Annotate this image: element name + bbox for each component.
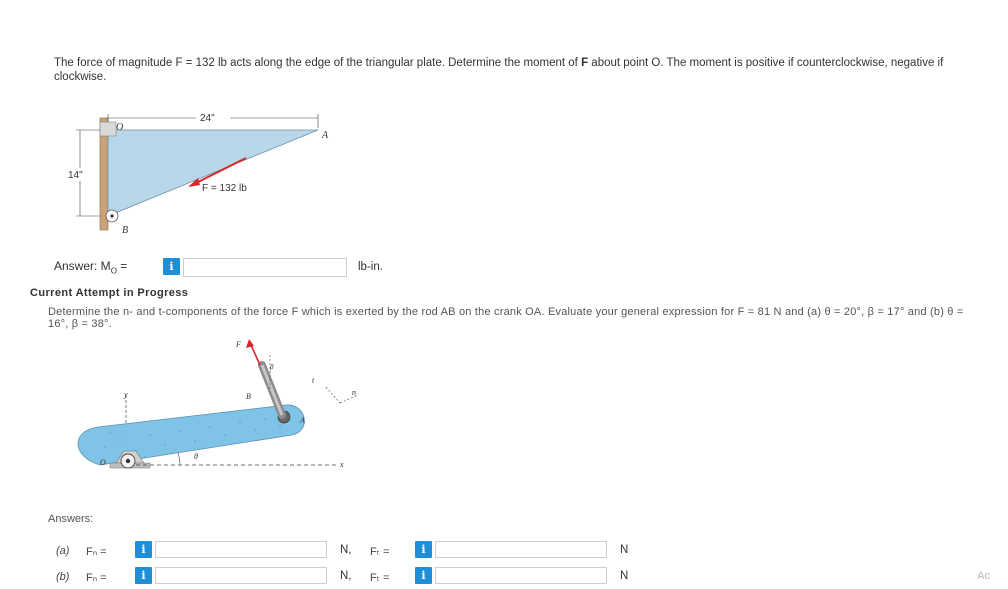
row-b-fn-info-button[interactable]: i [135, 567, 152, 584]
top-bracket [100, 122, 116, 136]
force-f-line [251, 345, 260, 365]
t-axis-label: t [312, 376, 315, 385]
theta-label: θ [194, 452, 198, 461]
point-b-label: B [122, 225, 129, 236]
row-a-fn-unit: N, [340, 544, 352, 556]
problem-1-text-a: The force of magnitude F = 132 lb acts along the edge of the triangular plate. Determine the moment of [54, 57, 582, 69]
triangular-plate-figure [60, 108, 350, 238]
moment-input[interactable] [183, 258, 347, 277]
row-a-tag: (a) [56, 545, 70, 557]
row-a-fn-info-button[interactable]: i [135, 541, 152, 558]
current-attempt-title: Current Attempt in Progress [30, 287, 189, 299]
row-b-ft-unit: N [620, 570, 629, 582]
moment-answer-label [54, 259, 127, 275]
moment-info-button[interactable]: i [163, 258, 180, 275]
row-b-fn-label: Fₙ = [86, 572, 107, 584]
dim-label-14: 14" [68, 170, 83, 181]
crank-body [78, 405, 304, 465]
point-a-label-2: A [300, 416, 305, 425]
answers-label: Answers: [48, 513, 94, 525]
y-axis-label: y [124, 390, 128, 399]
corner-watermark-text: Ac [977, 570, 990, 582]
row-b-fn-unit: N, [340, 570, 352, 582]
point-a-label: A [322, 130, 329, 141]
force-label: F = 132 lb [202, 183, 247, 194]
problem-1-text-b: about point O. The moment is positive if counterclockwise, negative if clockwise. [54, 57, 944, 83]
problem-1-statement [54, 56, 964, 84]
crank-figure [60, 335, 360, 500]
pin-b-center [110, 214, 113, 217]
row-a-ft-input[interactable] [435, 541, 607, 558]
row-a-fn-input[interactable] [155, 541, 327, 558]
beta-label: β [270, 363, 274, 371]
row-b-ft-input[interactable] [435, 567, 607, 584]
row-a-fn-label: Fₙ = [86, 546, 107, 558]
point-o-label-2: O [100, 458, 106, 467]
moment-label-suffix: = [116, 259, 128, 273]
point-o-label: O [116, 122, 124, 133]
triangular-plate [108, 130, 318, 216]
row-b-ft-info-button[interactable]: i [415, 567, 432, 584]
moment-label-prefix: Answer: M [54, 259, 111, 273]
moment-unit: lb-in. [358, 261, 383, 273]
dim-label-24: 24" [200, 113, 215, 124]
row-a-ft-info-button[interactable]: i [415, 541, 432, 558]
moment-label-sub: O [110, 266, 117, 276]
problem-2-statement: Determine the n- and t-components of the force F which is exerted by the rod AB on the crank OA. Evaluate your general expression for F = 81 N and (a) θ = 20°, β = 17° and (b) θ = 16°, β = 38°. [48, 306, 964, 330]
row-a-ft-label: Fₜ = [370, 546, 390, 558]
t-axis-line [326, 387, 340, 403]
force-f-arrow-head-icon [246, 339, 254, 348]
pin-o-center [126, 459, 130, 463]
theta-arc [178, 453, 180, 465]
problem-1-text-bold: F [581, 57, 589, 69]
row-a-ft-unit: N [620, 544, 629, 556]
row-b-fn-input[interactable] [155, 567, 327, 584]
force-f-label: F [236, 340, 241, 349]
row-b-tag: (b) [56, 571, 70, 583]
point-b-label-2: B [246, 392, 251, 401]
n-axis-label: n [352, 388, 356, 397]
row-b-ft-label: Fₜ = [370, 572, 390, 584]
x-axis-label: x [340, 460, 344, 469]
